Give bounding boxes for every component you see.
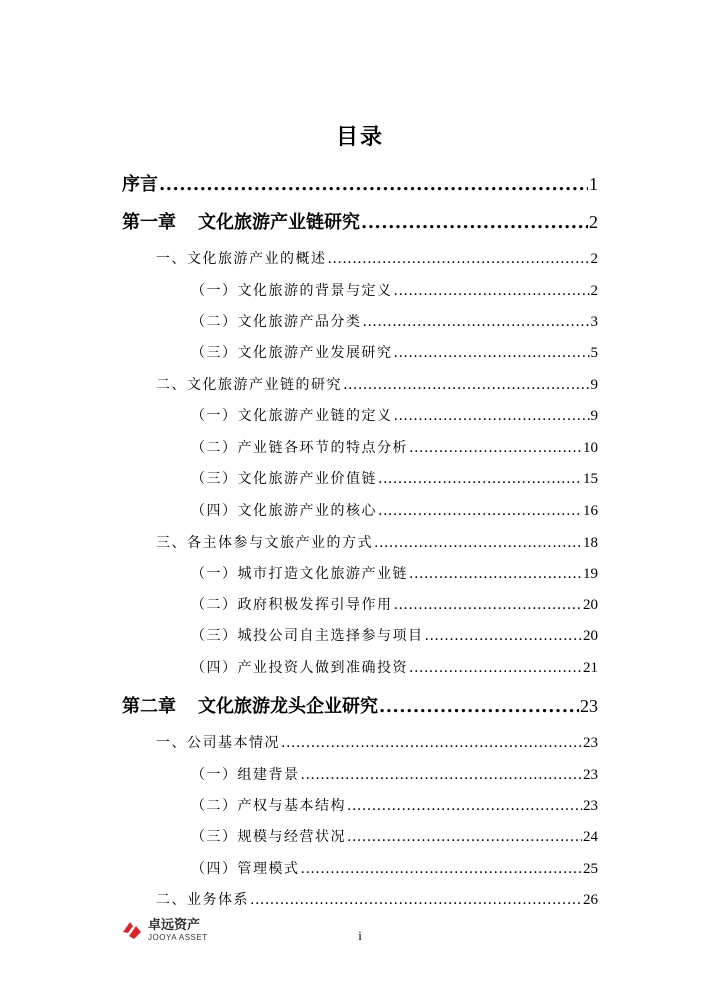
toc-leader-dots [301,861,583,877]
toc-leader-dots [281,735,582,751]
toc-entry-page: 16 [583,503,598,519]
toc-entry-title: 序言 [122,174,158,195]
toc-entry-page: 26 [583,892,598,908]
toc-entry-preface[interactable] [122,170,598,196]
toc-entry-subsection[interactable] [191,594,598,614]
toc-entry-page: 25 [583,861,598,877]
toc-entry-page: 2 [589,212,598,232]
toc-entry-title: （四）文化旅游产业的核心 [191,503,377,519]
toc-entry-section[interactable] [156,732,598,752]
toc-leader-dots [409,566,582,582]
toc-entry-subsection[interactable] [191,764,598,784]
toc-entry-page: 9 [590,408,598,424]
toc-entry-chapter-1[interactable] [122,208,598,234]
toc-entry-page: 1 [589,174,598,194]
toc-entry-title: 三、各主体参与文旅产业的方式 [156,535,373,551]
toc-entry-subsection[interactable] [191,311,598,331]
toc-entry-subsection[interactable] [191,342,598,362]
toc-leader-dots [378,471,582,487]
toc-entry-title: 一、文化旅游产业的概述 [156,251,327,267]
toc-entry-page: 2 [590,251,598,267]
page-number: i [358,928,362,943]
toc-entry-chapter-2[interactable] [122,692,598,718]
toc-entry-page: 24 [583,829,598,845]
toc-entry-title: 一、公司基本情况 [156,735,280,751]
toc-entry-section[interactable] [156,374,598,394]
toc-entry-title: 二、文化旅游产业链的研究 [156,377,342,393]
toc-entry-page: 15 [583,471,598,487]
toc-entry-subsection[interactable] [191,405,598,425]
toc-entry-subsection[interactable] [191,625,598,645]
company-name-cn: 卓远资产 [148,917,201,933]
toc-entry-subsection[interactable] [191,795,598,815]
toc-leader-dots [409,440,582,456]
toc-entry-title: （三）规模与经营状况 [191,829,346,845]
toc-entry-title: （二）文化旅游产品分类 [191,314,362,330]
toc-entry-page: 23 [583,767,598,783]
toc-entry-title: （二）产权与基本结构 [191,798,346,814]
toc-entry-subsection[interactable] [191,858,598,878]
toc-leader-dots [374,535,582,551]
toc-entry-subsection[interactable] [191,657,598,677]
chapter-title: 文化旅游龙头企业研究 [198,696,378,717]
toc-entry-title: （三）城投公司自主选择参与项目 [191,628,424,644]
toc-leader-dots [378,503,582,519]
chapter-number: 第二章 [122,696,176,717]
toc-entry-title: （二）政府积极发挥引导作用 [191,597,393,613]
toc-entry-title: （一）文化旅游的背景与定义 [191,283,393,299]
toc-leader-dots [394,408,590,424]
toc-entry-subsection[interactable] [191,500,598,520]
toc-entry-page: 10 [583,440,598,456]
toc-entry-title: （二）产业链各环节的特点分析 [191,440,408,456]
toc-entry-page: 18 [583,535,598,551]
toc-entry-subsection[interactable] [191,826,598,846]
toc-leader-dots [328,251,590,267]
toc-leader-dots [425,628,583,644]
toc-entry-page: 20 [583,597,598,613]
company-name-en: JOOYA ASSET [148,932,208,942]
page-title: 目录 [335,124,384,150]
toc-entry-page: 21 [583,660,598,676]
toc-entry-title: 二、业务体系 [156,892,249,908]
toc-entry-subsection[interactable] [191,280,598,300]
toc-entry-page: 5 [590,345,598,361]
toc-entry-subsection[interactable] [191,468,598,488]
toc-entry-subsection[interactable] [191,563,598,583]
toc-entry-title: （三）文化旅游产业发展研究 [191,345,393,361]
toc-leader-dots [379,696,579,717]
toc-entry-page: 2 [590,283,598,299]
toc-entry-page: 3 [590,314,598,330]
toc-entry-page: 19 [583,566,598,582]
toc-entry-title: （四）管理模式 [191,861,300,877]
toc-entry-page: 20 [583,628,598,644]
toc-entry-title: （四）产业投资人做到准确投资 [191,660,408,676]
toc-leader-dots [250,892,582,908]
toc-entry-section[interactable] [156,248,598,268]
toc-entry-title: （一）组建背景 [191,767,300,783]
toc-entry-section[interactable] [156,889,598,909]
toc-leader-dots [347,798,582,814]
toc-entry-page: 23 [583,735,598,751]
toc-entry-title: （一）文化旅游产业链的定义 [191,408,393,424]
toc-entry-title [122,692,378,718]
toc-entry-section[interactable] [156,532,598,552]
toc-entry-title [122,208,360,234]
toc-leader-dots [301,767,583,783]
toc-leader-dots [394,345,590,361]
toc-entry-subsection[interactable] [191,437,598,457]
toc-leader-dots [343,377,590,393]
chapter-number: 第一章 [122,212,176,233]
toc-leader-dots [361,212,588,233]
chapter-title: 文化旅游产业链研究 [198,212,360,233]
toc-entry-page: 9 [590,377,598,393]
toc-entry-page: 23 [583,798,598,814]
toc-entry-title: （三）文化旅游产业价值链 [191,471,377,487]
toc-leader-dots [159,174,588,195]
toc-leader-dots [394,597,583,613]
toc-entry-page: 23 [580,696,598,716]
toc-leader-dots [409,660,582,676]
toc-leader-dots [363,314,590,330]
toc-leader-dots [394,283,590,299]
toc-entry-title: （一）城市打造文化旅游产业链 [191,566,408,582]
toc-leader-dots [347,829,582,845]
